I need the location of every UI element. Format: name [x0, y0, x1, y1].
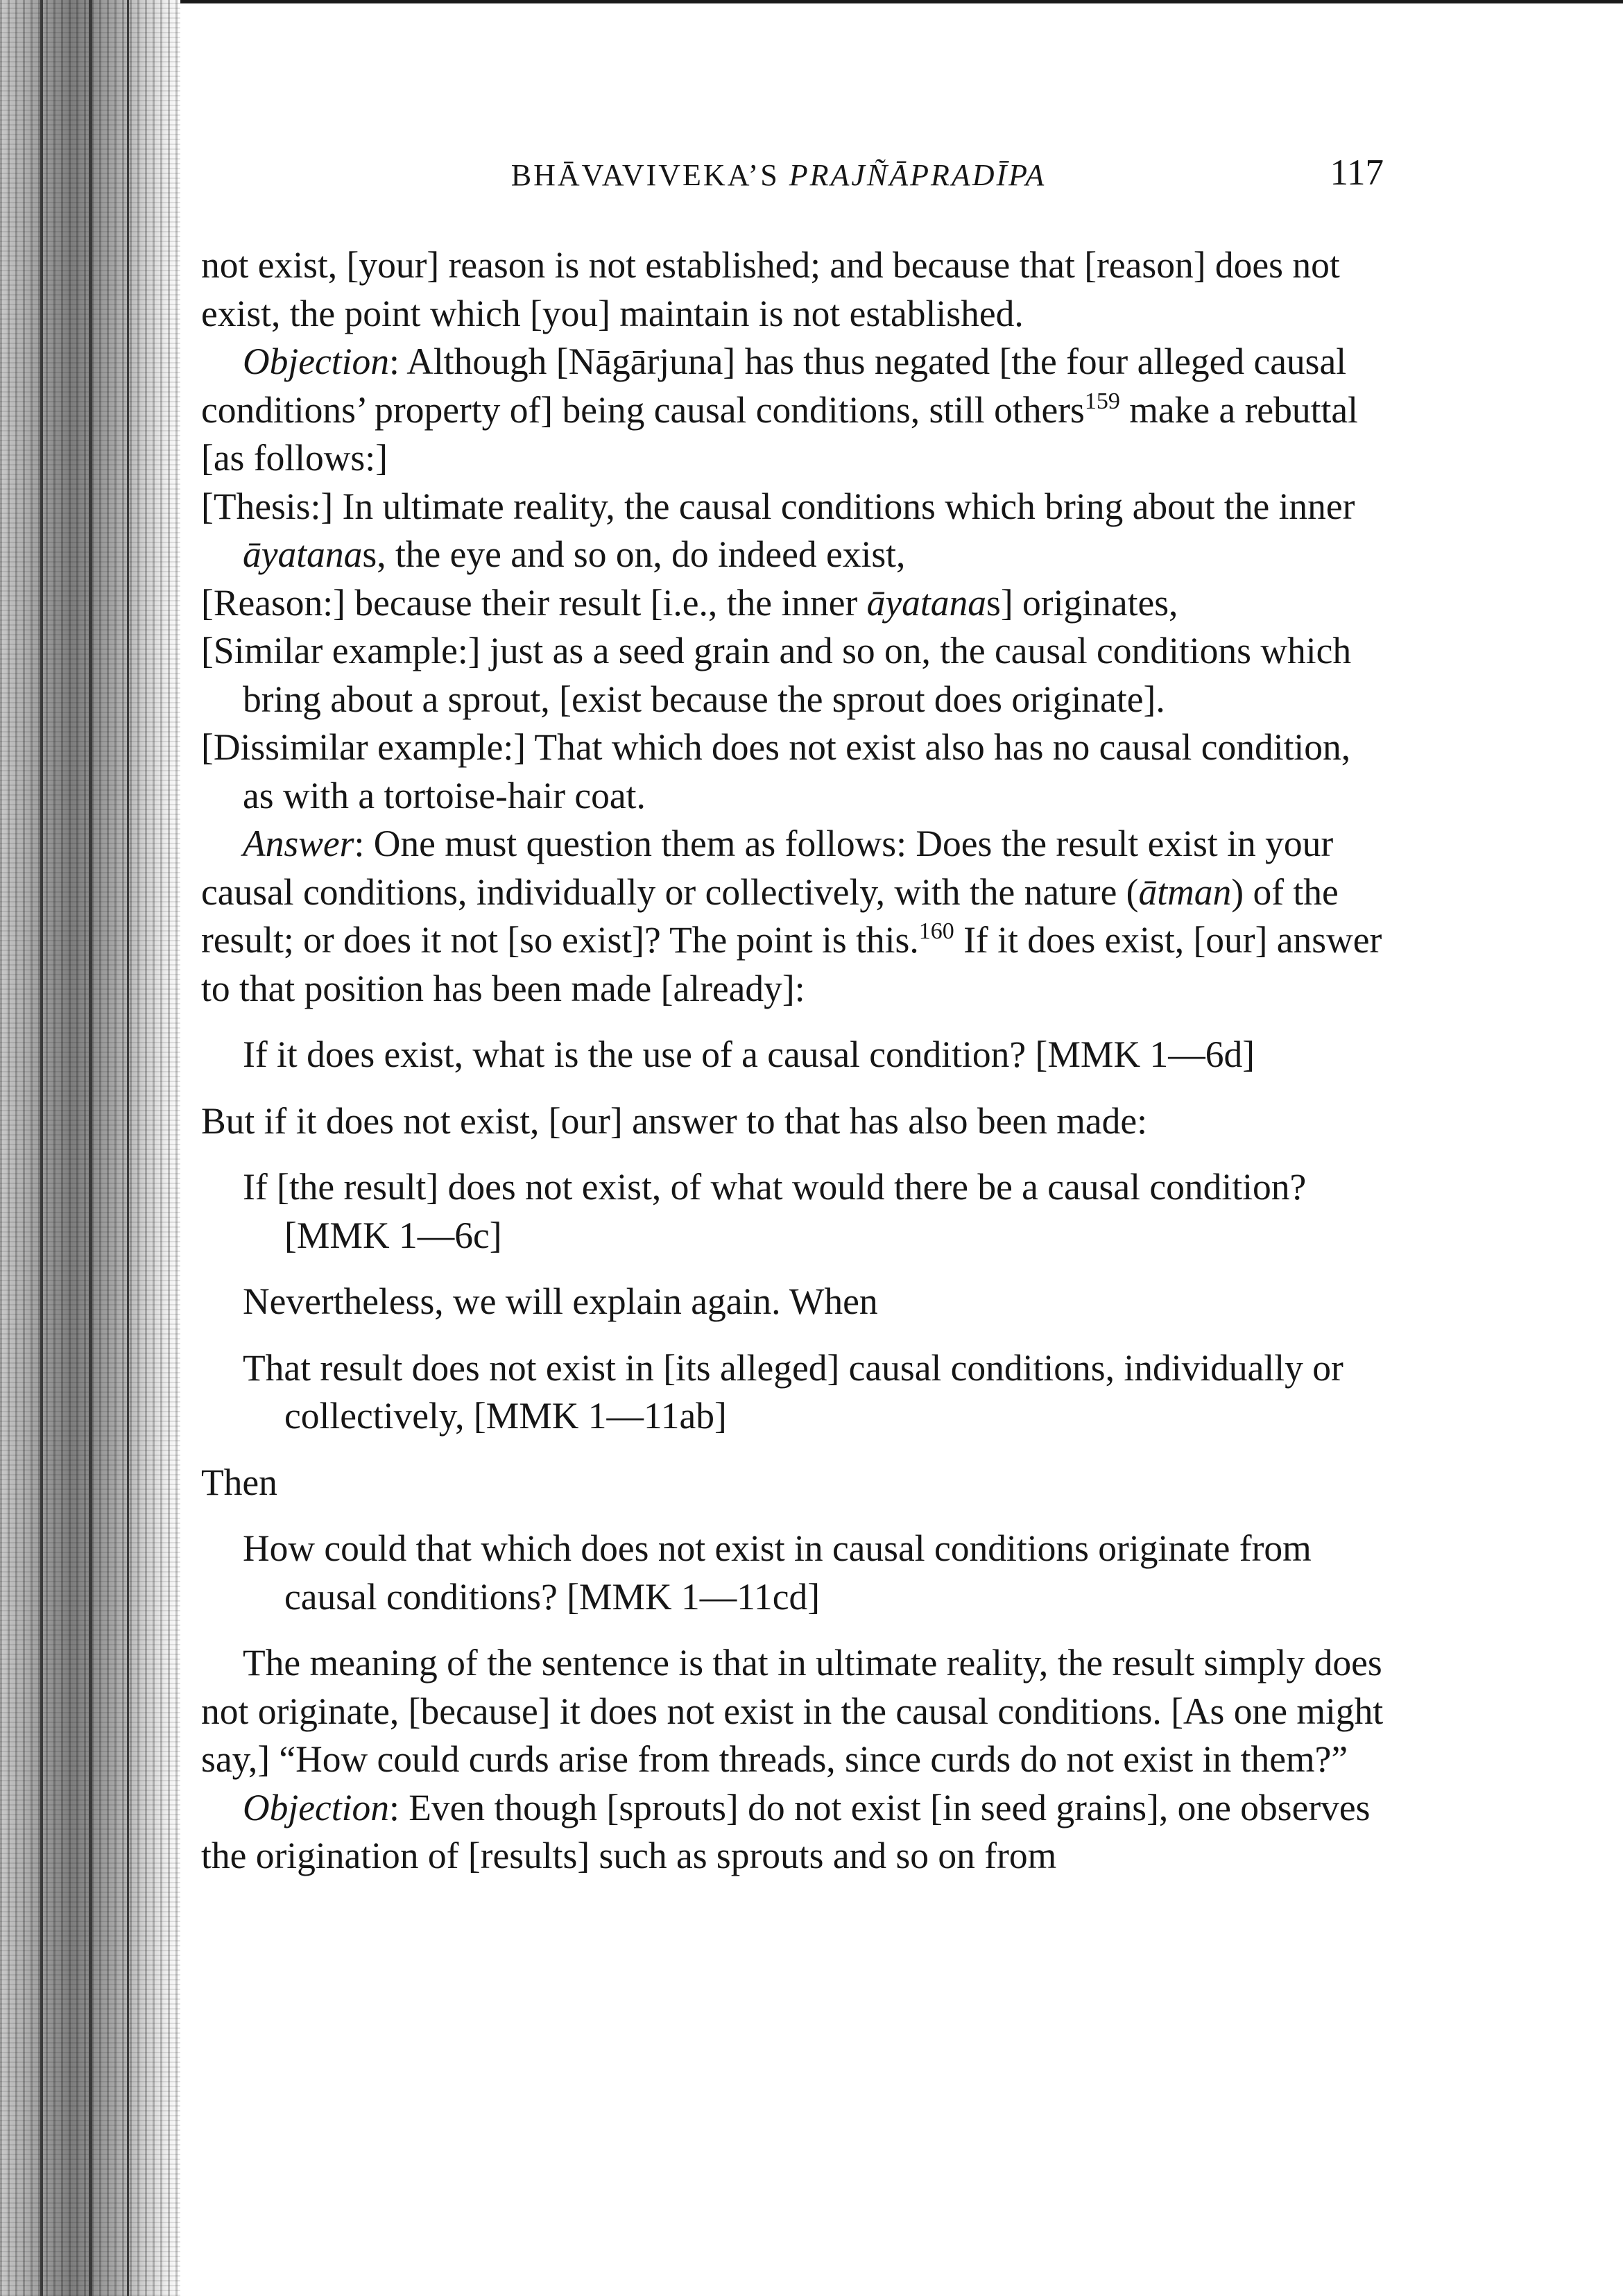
gutter-line: [40, 0, 43, 2296]
objection-label: Objection: [243, 1786, 389, 1828]
syllogism-similar-example: [Similar example:] just as a seed grain and so on, the causal conditions which bring about a sprout, [exist because the sprout does originate].: [201, 630, 1352, 720]
top-edge-rule: [0, 0, 1623, 3]
syllogism-dissimilar-example: [Dissimilar example:] That which does not exist also has no causal condition, as with a tortoise-hair coat.: [201, 726, 1351, 816]
syllogism-thesis: [Thesis:] In ultimate reality, the causal conditions which bring about the inner āyatanas, the eye and so on, do indeed exist,: [201, 485, 1355, 575]
block-quote: If it does exist, what is the use of a causal condition? [MMK 1—6d]: [243, 1034, 1255, 1075]
paragraph: Nevertheless, we will explain again. When: [243, 1280, 878, 1322]
block-quote: If [the result] does not exist, of what would there be a causal condition? [MMK 1—6c]: [243, 1166, 1307, 1256]
paragraph: not exist, [your] reason is not established; and because that [reason] does not exist, the point which [you] maintain is not established.: [201, 244, 1340, 334]
paragraph: Then: [201, 1461, 277, 1503]
work-title: PRAJÑĀPRADĪPA: [789, 158, 1047, 192]
objection-label: Objection: [243, 341, 389, 382]
footnote-ref: 159: [1084, 388, 1120, 414]
paragraph: But if it does not exist, [our] answer to that has also been made:: [201, 1099, 1147, 1142]
syllogism-reason: [Reason:] because their result [i.e., the inner āyatanas] originates,: [201, 581, 1178, 624]
block-quote: That result does not exist in [its alleged] causal conditions, individually or collectively, [MMK 1—11ab]: [243, 1346, 1343, 1437]
gutter-line: [89, 0, 92, 2296]
footnote-ref: 160: [918, 918, 954, 944]
block-quote: How could that which does not exist in causal conditions originate from causal conditions? [MMK 1—11cd]: [243, 1527, 1312, 1618]
author-name: BHĀVAVIVEKA’S: [510, 158, 789, 192]
paragraph-objection: Objection: Although [Nāgārjuna] has thus negated [the four alleged causal conditions’ property of] being causal conditions, still others$^{159}$ make a rebuttal [as follows:]: [201, 341, 1358, 479]
page-number: 117: [1330, 153, 1384, 193]
paragraph: The meaning of the sentence is that in ultimate reality, the result simply does not originate, [because] it does not exist in the causal conditions. [As one might say,] “How could curds arise from threads, since curds do not exist in them?”: [201, 1642, 1384, 1780]
paragraph-objection: Objection: Even though [sprouts] do not exist [in seed grains], one observes the origination of [results] such as sprouts and so on from: [201, 1786, 1371, 1876]
answer-label: Answer: [243, 823, 354, 864]
running-head-title: [173, 157, 1384, 193]
paragraph-answer: Answer: One must question them as follows: Does the result exist in your causal conditions, individually or collectively, with the nature (ātman) of the result; or does it not [so exist]? The point is this.$^{160}$ If it does exist, [our] answer to that position has been made [already]:: [201, 823, 1382, 1009]
gutter-line: [127, 0, 129, 2296]
running-head: [173, 149, 1384, 205]
body-text: [201, 241, 1387, 1881]
